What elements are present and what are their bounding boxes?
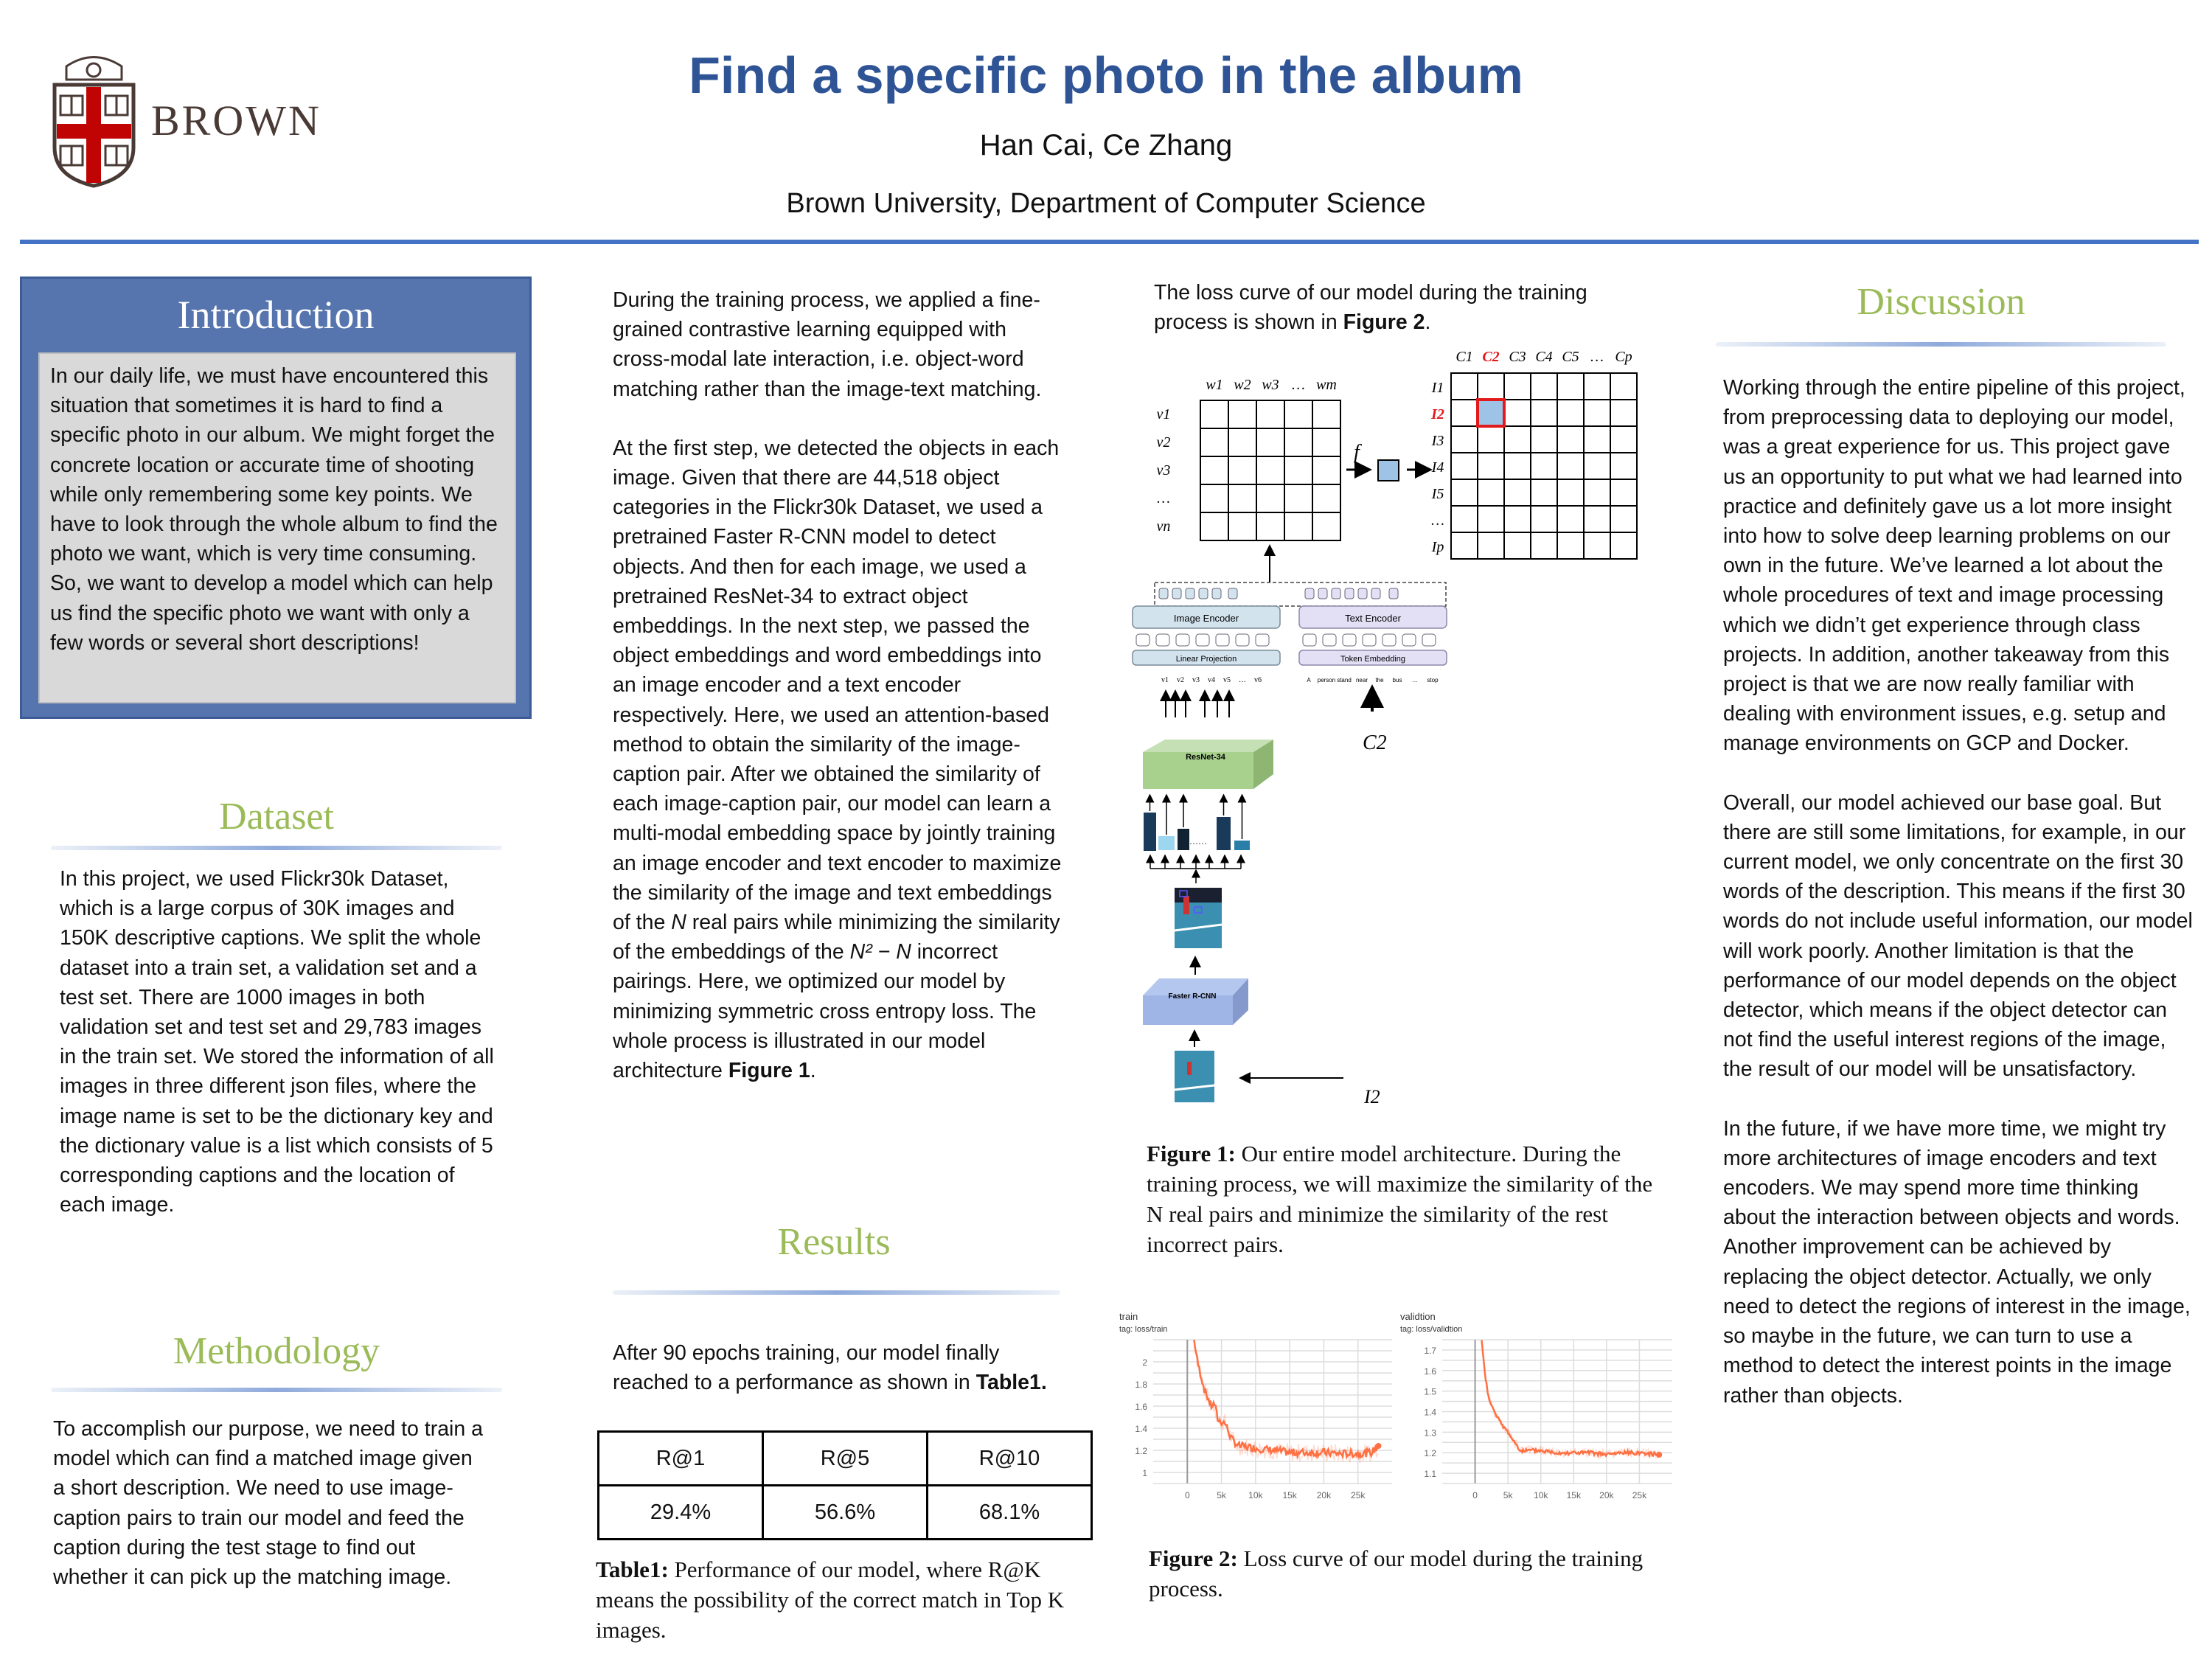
x-tick-label: 20k bbox=[1316, 1490, 1332, 1500]
image-caption-cell bbox=[1557, 532, 1584, 559]
caption-label: Figure 1: bbox=[1147, 1141, 1236, 1166]
text-position-embedding bbox=[1303, 634, 1316, 646]
image-caption-cell bbox=[1584, 400, 1610, 426]
image-label: I5 bbox=[1431, 486, 1444, 502]
image-caption-cell bbox=[1557, 373, 1584, 400]
word-object-cell bbox=[1312, 428, 1340, 456]
image-caption-cell bbox=[1584, 453, 1610, 479]
image-token bbox=[1199, 588, 1208, 599]
object-crop-image bbox=[1234, 841, 1250, 850]
word-label: … bbox=[1292, 377, 1305, 393]
y-tick-label: 1.5 bbox=[1424, 1386, 1436, 1397]
image-caption-cell bbox=[1504, 479, 1531, 506]
x-tick-label: 25k bbox=[1632, 1490, 1647, 1500]
ellipsis: …… bbox=[1189, 836, 1207, 846]
encoder-input-labels bbox=[1161, 676, 1439, 684]
word-object-cell bbox=[1200, 484, 1228, 512]
image-caption-cell bbox=[1478, 532, 1504, 559]
image-label: I1 bbox=[1431, 380, 1444, 396]
visual-token-label: v6 bbox=[1254, 676, 1262, 684]
word-object-cell bbox=[1256, 428, 1284, 456]
text-position-embedding bbox=[1422, 634, 1436, 646]
token-embedding-label: Token Embedding bbox=[1340, 655, 1406, 664]
image-position-embedding bbox=[1216, 634, 1229, 646]
method-text: incorrect pairings. Here, we optimized our model by minimizing symmetric cross entropy loss. The whole process is illustrated in our model architecture bbox=[613, 940, 1037, 1083]
table-cell: 68.1% bbox=[928, 1486, 1092, 1540]
word-token-label: A bbox=[1307, 677, 1311, 684]
text-encoder-label: Text Encoder bbox=[1345, 613, 1401, 624]
image-caption-cell bbox=[1478, 506, 1504, 532]
text-token bbox=[1389, 588, 1398, 599]
caption-label: C1 bbox=[1455, 349, 1473, 365]
introduction-text: In our daily life, we must have encountered this situation that sometimes it is hard to find a specific photo in our album. We might forget the concrete location or accurate time of shooting while only remembering some key points. We have to look through the whole album to find the photo we want, which is very time consuming. So, we want to develop a model which can help us find the specific photo we want with only a few words or several short descriptions! bbox=[38, 352, 516, 703]
image-caption-cell bbox=[1584, 532, 1610, 559]
word-object-cell bbox=[1256, 456, 1284, 484]
image-caption-cell bbox=[1451, 400, 1478, 426]
caption-text: Loss curve of our model during the training process. bbox=[1149, 1545, 1644, 1601]
method-text: At the first step, we detected the objects in each image. Given that there are 44,518 object categories in the Flickr30k Dataset, we used a pretrained Faster R-CNN model to detect objects. And then for each image, we used a pretrained ResNet-34 to extract object embeddings. In the next step, we passed the object embeddings and word embeddings into an image encoder and a text encoder respectively. Here, we used an attention-based method to obtain the similarity of the image-caption pair. After we obtained the similarity of each image-caption pair, our model can learn a multi-modal embedding space by jointly training an image encoder and text encoder to maximize the similarity of the image and text embeddings of the bbox=[613, 436, 1062, 935]
word-object-cell bbox=[1228, 400, 1256, 428]
discussion-paragraph-2: Overall, our model achieved our base goal. But there are still some limitations, for example, in our current model, we only concentrate on the first 30 words of the description. This means if the first 30 words do not include useful information, our model will work poorly. Another limitation is that the performance of our model depends on the object detector, which means if the object detector can not find the useful interest regions of the image, the result of our model will be unsatisfactory. bbox=[1723, 790, 2193, 1082]
poster-title: Find a specific photo in the album bbox=[689, 46, 1523, 104]
object-label: v1 bbox=[1156, 406, 1171, 422]
image-i2-label: I2 bbox=[1364, 1086, 1380, 1107]
image-label: I3 bbox=[1431, 433, 1444, 449]
image-caption-cell bbox=[1504, 426, 1531, 453]
x-tick-label: 25k bbox=[1351, 1490, 1366, 1500]
image-caption-cell bbox=[1451, 479, 1478, 506]
table-header: R@1 bbox=[599, 1432, 763, 1486]
x-tick-label: 10k bbox=[1248, 1490, 1263, 1500]
word-object-cell bbox=[1228, 484, 1256, 512]
caption-label: C5 bbox=[1562, 349, 1579, 365]
image-position-embedding bbox=[1136, 634, 1150, 646]
similarity-score-cell bbox=[1378, 460, 1399, 481]
image-caption-cell bbox=[1531, 479, 1557, 506]
visual-token-label: v4 bbox=[1208, 676, 1215, 684]
x-tick-label: 5k bbox=[1217, 1490, 1226, 1500]
visual-token-label: v3 bbox=[1192, 676, 1200, 684]
image-position-embedding bbox=[1256, 634, 1269, 646]
method-text: real pairs while minimizing the similarity of the embeddings of the bbox=[613, 911, 1060, 964]
x-tick-label: 20k bbox=[1599, 1490, 1614, 1500]
image-caption-cell bbox=[1531, 506, 1557, 532]
word-object-cell bbox=[1200, 456, 1228, 484]
figure-2-reference: Figure 2 bbox=[1343, 310, 1425, 335]
caption-label: Figure 2: bbox=[1149, 1545, 1238, 1571]
x-tick-label: 5k bbox=[1503, 1490, 1513, 1500]
word-token-label: bus bbox=[1392, 677, 1402, 684]
method-text: . bbox=[810, 1059, 816, 1083]
results-heading: Results bbox=[777, 1221, 891, 1263]
image-caption-cell bbox=[1451, 373, 1478, 400]
visual-token-label: v2 bbox=[1177, 676, 1184, 684]
dataset-text: In this project, we used Flickr30k Dataset, which is a large corpus of 30K images and 150K descriptive captions. We split the whole dataset into a train set, a validation set and a test set. There are 1000 images in both validation set and test set and 29,783 images in the train set. We stored the information of all images in three different json files, where the image name is set to be the dictionary key and the dictionary value is a list which consists of 5 corresponding captions and the location of each image. bbox=[60, 867, 494, 1217]
y-tick-label: 1.8 bbox=[1135, 1380, 1147, 1390]
table-1-reference: Table1. bbox=[975, 1371, 1047, 1395]
similarity-matrices bbox=[1157, 349, 1637, 559]
object-label: v2 bbox=[1156, 434, 1171, 451]
word-object-cell bbox=[1200, 428, 1228, 456]
word-object-cell bbox=[1284, 484, 1312, 512]
image-caption-cell bbox=[1557, 479, 1584, 506]
discussion-heading: Discussion bbox=[1857, 281, 2025, 323]
image-caption-cell bbox=[1557, 400, 1584, 426]
y-tick-label: 1.7 bbox=[1424, 1345, 1436, 1356]
word-object-cell bbox=[1256, 484, 1284, 512]
table-header: R@5 bbox=[763, 1432, 928, 1486]
object-label: … bbox=[1157, 490, 1170, 507]
faster-rcnn-label: Faster R-CNN bbox=[1168, 992, 1217, 1001]
figure-1-caption bbox=[1147, 1138, 1663, 1259]
word-object-cell bbox=[1312, 456, 1340, 484]
word-object-cell bbox=[1284, 456, 1312, 484]
caption-text: Performance of our model, where R@K means the possibility of the correct match in Top K images. bbox=[596, 1557, 1065, 1643]
image-caption-cell bbox=[1451, 506, 1478, 532]
word-object-cell bbox=[1200, 512, 1228, 540]
image-caption-cell bbox=[1478, 453, 1504, 479]
image-token bbox=[1212, 588, 1221, 599]
image-caption-cell bbox=[1610, 426, 1637, 453]
word-object-cell bbox=[1256, 512, 1284, 540]
y-tick-label: 1 bbox=[1142, 1468, 1147, 1478]
math-n2-minus-n: N² − N bbox=[849, 940, 911, 964]
image-token bbox=[1159, 588, 1168, 599]
image-caption-cell bbox=[1531, 373, 1557, 400]
math-n: N bbox=[671, 911, 686, 935]
image-label: … bbox=[1431, 512, 1444, 529]
methodology-heading: Methodology bbox=[173, 1330, 380, 1372]
image-caption-cell bbox=[1584, 373, 1610, 400]
image-caption-cell bbox=[1451, 453, 1478, 479]
image-caption-cell bbox=[1610, 373, 1637, 400]
y-tick-label: 2 bbox=[1142, 1357, 1147, 1368]
detected-image bbox=[1175, 888, 1222, 948]
image-caption-cell bbox=[1504, 453, 1531, 479]
word-object-cell bbox=[1200, 400, 1228, 428]
authors: Han Cai, Ce Zhang bbox=[979, 129, 1233, 161]
text-token bbox=[1345, 588, 1354, 599]
image-caption-cell bbox=[1557, 453, 1584, 479]
word-object-cell bbox=[1312, 484, 1340, 512]
word-token-label: person bbox=[1317, 677, 1336, 684]
results-text-body: After 90 epochs training, our model finally reached to a performance as shown in bbox=[613, 1341, 1000, 1395]
y-tick-label: 1.3 bbox=[1424, 1427, 1436, 1439]
faster-rcnn-block bbox=[1143, 978, 1248, 1025]
caption-label: C2 bbox=[1482, 349, 1500, 365]
image-caption-cell bbox=[1584, 479, 1610, 506]
object-crop-image bbox=[1178, 829, 1189, 850]
figure-2-caption bbox=[1149, 1543, 1665, 1604]
image-label: I4 bbox=[1431, 459, 1444, 476]
image-position-embedding bbox=[1196, 634, 1209, 646]
chart-title: validtion bbox=[1400, 1311, 1436, 1322]
image-label: I2 bbox=[1431, 406, 1444, 422]
affiliation: Brown University, Department of Computer Science bbox=[786, 188, 1426, 219]
image-caption-cell bbox=[1504, 400, 1531, 426]
word-object-cell bbox=[1284, 512, 1312, 540]
image-caption-cell bbox=[1610, 532, 1637, 559]
text-token bbox=[1332, 588, 1340, 599]
word-object-cell bbox=[1284, 428, 1312, 456]
chart-subtitle: tag: loss/validtion bbox=[1400, 1325, 1463, 1334]
word-object-cell bbox=[1256, 400, 1284, 428]
caption-label: C4 bbox=[1535, 349, 1553, 365]
image-caption-cell bbox=[1478, 426, 1504, 453]
linear-projection-label: Linear Projection bbox=[1175, 655, 1237, 664]
y-tick-label: 1.6 bbox=[1424, 1366, 1436, 1377]
word-label: wm bbox=[1316, 377, 1337, 393]
image-token bbox=[1186, 588, 1194, 599]
discussion-paragraph-3: In the future, if we have more time, we might try more architectures of image encoders and text encoders. We may spend more time thinking about the interaction between objects and words. Another improvement can be achieved by replacing the object detector. Actually, we only need to detect the regions of interest in the image, so maybe in the future, we can turn to use a method to detect the interest points in the image rather than objects. bbox=[1723, 1116, 2191, 1408]
y-tick-label: 1.2 bbox=[1424, 1448, 1436, 1459]
y-tick-label: 1.4 bbox=[1424, 1407, 1436, 1418]
caption-label: Cp bbox=[1615, 349, 1632, 365]
y-tick-label: 1.6 bbox=[1135, 1402, 1147, 1412]
word-object-cell bbox=[1228, 512, 1256, 540]
word-label: w1 bbox=[1206, 377, 1223, 393]
caption-c2-label: C2 bbox=[1363, 731, 1387, 754]
text-token bbox=[1371, 588, 1380, 599]
resnet-34-block bbox=[1143, 740, 1273, 789]
image-caption-cell bbox=[1451, 426, 1478, 453]
image-encoder-label: Image Encoder bbox=[1173, 613, 1239, 624]
y-tick-label: 1.1 bbox=[1424, 1469, 1436, 1480]
text-position-embedding bbox=[1363, 634, 1376, 646]
image-caption-cell bbox=[1504, 532, 1531, 559]
word-token-label: stop bbox=[1427, 677, 1439, 684]
image-caption-cell bbox=[1557, 506, 1584, 532]
chart-subtitle: tag: loss/train bbox=[1119, 1325, 1168, 1334]
method-paragraph-1: During the training process, we applied a fine-grained contrastive learning equipped with cross-modal late interaction, i.e. object-word matching rather than the image-text matching. bbox=[613, 288, 1042, 401]
word-token-label: near bbox=[1355, 677, 1368, 684]
object-crop-image bbox=[1158, 836, 1175, 850]
image-caption-cell bbox=[1610, 400, 1637, 426]
position-embeddings bbox=[1136, 634, 1436, 646]
object-label: vn bbox=[1156, 518, 1171, 535]
word-object-cell bbox=[1228, 456, 1256, 484]
table-cell: 29.4% bbox=[599, 1486, 763, 1540]
word-label: w2 bbox=[1234, 377, 1251, 393]
image-caption-cell bbox=[1584, 426, 1610, 453]
input-image bbox=[1175, 1051, 1214, 1102]
image-token bbox=[1172, 588, 1181, 599]
caption-label: … bbox=[1590, 349, 1604, 365]
discussion-text bbox=[1723, 373, 2195, 1411]
y-tick-label: 1.4 bbox=[1135, 1424, 1147, 1434]
image-caption-cell bbox=[1610, 506, 1637, 532]
image-caption-cell bbox=[1478, 373, 1504, 400]
object-crops bbox=[1144, 795, 1250, 883]
word-object-cell bbox=[1284, 400, 1312, 428]
image-caption-cell bbox=[1531, 453, 1557, 479]
image-token bbox=[1228, 588, 1237, 599]
image-caption-cell bbox=[1584, 506, 1610, 532]
image-caption-cell bbox=[1610, 453, 1637, 479]
image-position-embedding bbox=[1156, 634, 1169, 646]
text-token bbox=[1358, 588, 1367, 599]
x-tick-label: 15k bbox=[1282, 1490, 1297, 1500]
feature-arrows bbox=[1166, 687, 1372, 717]
image-caption-cell bbox=[1531, 400, 1557, 426]
object-crop-image bbox=[1217, 817, 1231, 850]
table-cell: 56.6% bbox=[763, 1486, 928, 1540]
word-token-label: stand bbox=[1337, 677, 1352, 684]
caption-text: Our entire model architecture. During the training process, we will maximize the similarity of the N real pairs and minimize the similarity of the rest incorrect pairs. bbox=[1147, 1141, 1653, 1257]
word-token-label: … bbox=[1412, 677, 1418, 684]
figure-1-reference: Figure 1 bbox=[728, 1059, 810, 1083]
loss-intro-text: . bbox=[1425, 310, 1431, 335]
brown-logo-text: BROWN bbox=[151, 97, 321, 145]
image-caption-cell bbox=[1531, 532, 1557, 559]
object-label: v3 bbox=[1156, 462, 1171, 479]
table-header: R@10 bbox=[928, 1432, 1092, 1486]
image-caption-cell bbox=[1531, 426, 1557, 453]
word-object-cell bbox=[1312, 512, 1340, 540]
y-tick-label: 1.2 bbox=[1135, 1446, 1147, 1456]
x-tick-label: 10k bbox=[1534, 1490, 1548, 1500]
token-dashed-box bbox=[1155, 582, 1446, 606]
x-tick-label: 0 bbox=[1472, 1490, 1478, 1500]
discussion-underline bbox=[1716, 342, 2166, 347]
object-crop-image bbox=[1144, 813, 1156, 851]
x-tick-label: 15k bbox=[1566, 1490, 1581, 1500]
image-label: Ip bbox=[1431, 539, 1444, 555]
word-object-cell bbox=[1228, 428, 1256, 456]
caption-label: Table1: bbox=[596, 1557, 669, 1582]
text-position-embedding bbox=[1343, 634, 1356, 646]
image-caption-cell bbox=[1478, 479, 1504, 506]
image-caption-cell bbox=[1451, 532, 1478, 559]
f-function-label: f bbox=[1354, 441, 1360, 464]
visual-token-label: … bbox=[1239, 676, 1246, 684]
image-position-embedding bbox=[1236, 634, 1249, 646]
text-position-embedding bbox=[1323, 634, 1336, 646]
x-tick-label: 0 bbox=[1184, 1490, 1190, 1500]
text-position-embedding bbox=[1382, 634, 1396, 646]
image-caption-cell bbox=[1557, 426, 1584, 453]
image-caption-cell bbox=[1610, 479, 1637, 506]
introduction-heading: Introduction bbox=[177, 293, 375, 337]
visual-token-label: v1 bbox=[1161, 676, 1169, 684]
text-position-embedding bbox=[1402, 634, 1416, 646]
chart-title: train bbox=[1119, 1311, 1138, 1322]
methodology-text: To accomplish our purpose, we need to train a model which can find a matched image given a short description. We need to use image-caption pairs to train our model and feed the caption during the test stage to find out whether it can pick up the matching image. bbox=[53, 1417, 483, 1590]
image-caption-cell bbox=[1504, 373, 1531, 400]
image-caption-cell bbox=[1504, 506, 1531, 532]
visual-token-label: v5 bbox=[1223, 676, 1231, 684]
output-tokens bbox=[1159, 588, 1398, 599]
loss-intro-text: The loss curve of our model during the training process is shown in bbox=[1154, 281, 1587, 335]
word-object-cell bbox=[1312, 400, 1340, 428]
matched-pair-cell bbox=[1478, 400, 1504, 426]
word-label: w3 bbox=[1262, 377, 1279, 393]
word-token-label: the bbox=[1375, 677, 1384, 684]
resnet-34-label: ResNet-34 bbox=[1186, 753, 1225, 762]
image-position-embedding bbox=[1176, 634, 1189, 646]
caption-label: C3 bbox=[1509, 349, 1526, 365]
text-token bbox=[1305, 588, 1314, 599]
discussion-paragraph-1: Working through the entire pipeline of this project, from preprocessing data to deploying our model, was a great experience for us. This project gave us an opportunity to put what we had learned into practice and definitely gave us a lot more insight into how to solve deep learning problems on our own in the future. We’ve learned a lot about the whole procedures of text and image processing which we didn’t get experience through class projects. In addition, another takeaway from this project is that we are now really familiar with dealing with environment issues, e.g. setup and manage environments on GCP and Docker. bbox=[1723, 376, 2185, 756]
text-token bbox=[1318, 588, 1327, 599]
dataset-heading: Dataset bbox=[219, 796, 334, 838]
